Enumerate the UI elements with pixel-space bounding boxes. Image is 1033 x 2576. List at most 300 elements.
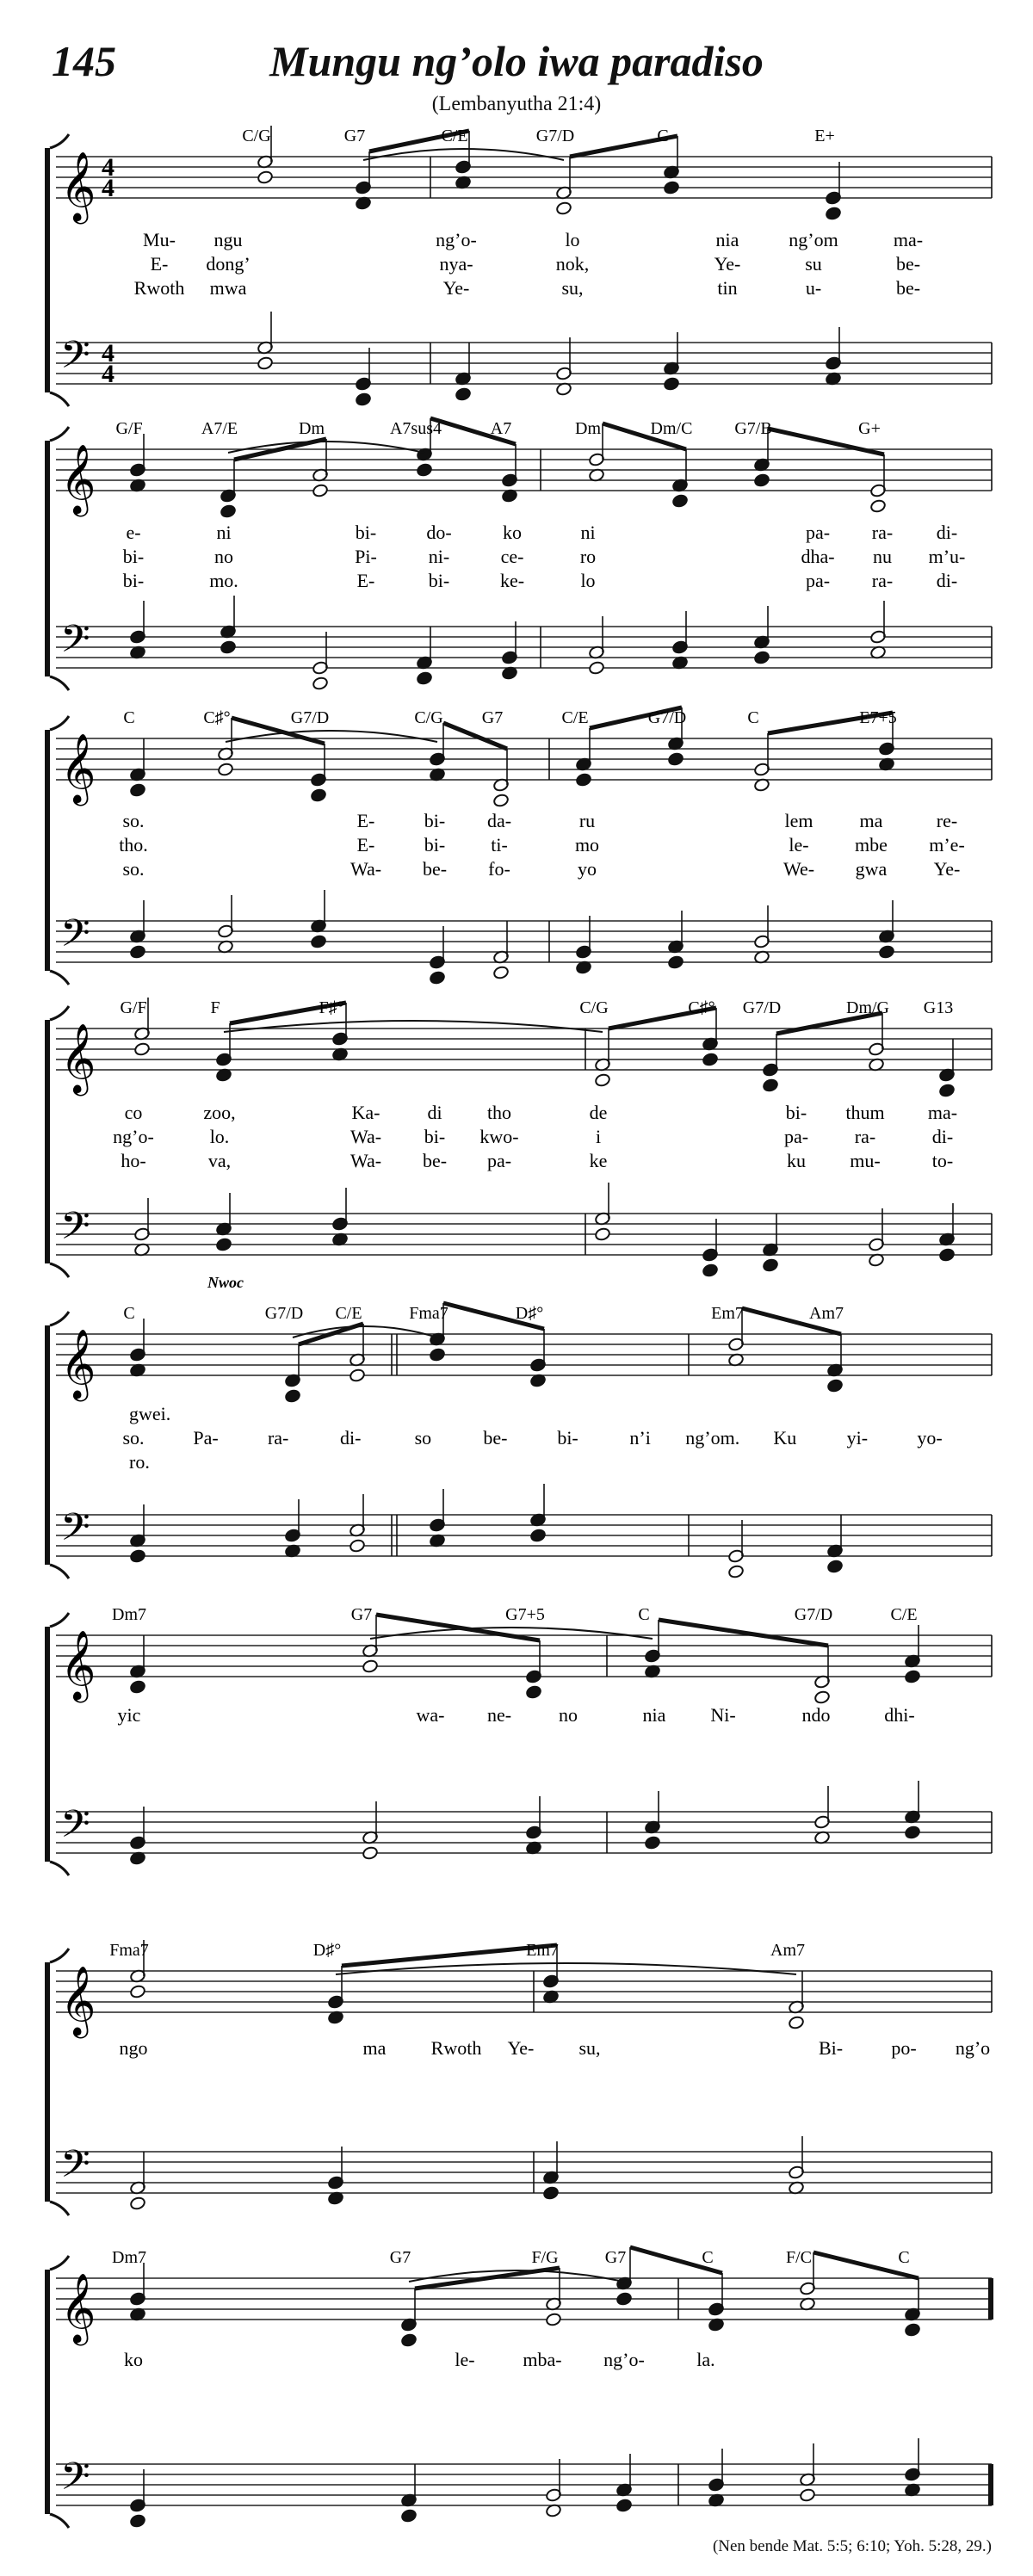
lyric-syllable: ma- — [893, 229, 924, 250]
treble-note-lower — [349, 1368, 365, 1383]
bass-note-lower — [355, 392, 371, 407]
lyric-syllable: lo — [580, 570, 596, 591]
lyric-syllable: so. — [122, 1427, 145, 1449]
bass-note-lower — [129, 1549, 145, 1564]
bass-note-lower — [663, 377, 679, 392]
lyric-syllable: bi- — [355, 522, 377, 543]
chord-symbol: E7+5 — [859, 708, 897, 727]
lyric-syllable: ke — [589, 1150, 608, 1171]
chord-symbol: C — [657, 127, 669, 145]
chord-symbol: Fma7 — [109, 1941, 149, 1960]
bass-note-lower — [492, 966, 509, 980]
bass-note-lower — [727, 1565, 744, 1579]
bass-note-lower — [362, 1846, 378, 1861]
lyric-syllable: le- — [789, 834, 809, 856]
chord-symbol: Em7 — [711, 1304, 744, 1323]
bracket-top-hook — [50, 716, 69, 730]
lyric-syllable: bi- — [424, 834, 446, 856]
lyric-syllable: yo- — [917, 1427, 943, 1449]
bracket-bottom-hook — [50, 1263, 69, 1277]
treble-clef: 𝄞 — [60, 1633, 96, 1699]
lyric-syllable: n’i — [629, 1427, 651, 1449]
chord-symbol: C/E — [561, 708, 589, 727]
treble-note-lower — [904, 1670, 920, 1684]
lyric-syllable: su, — [578, 2037, 601, 2059]
lyric-syllable: m’e- — [929, 834, 965, 856]
treble-note-lower — [492, 794, 509, 808]
chord-symbol: G7 — [481, 708, 504, 727]
lyric-syllable: ne- — [486, 1704, 512, 1726]
lyric-syllable: pa- — [805, 522, 831, 543]
treble-note-lower — [753, 473, 770, 488]
treble-clef: 𝄞 — [60, 736, 96, 802]
slur — [293, 1326, 437, 1337]
bass-note-lower — [938, 1248, 955, 1263]
bass-note-lower — [826, 1560, 843, 1574]
chord-symbol: C/E — [890, 1605, 918, 1624]
lyric-syllable: Ka- — [351, 1102, 380, 1123]
treble-note-lower — [813, 1690, 830, 1705]
treble-note-lower — [788, 2016, 804, 2030]
lyric-syllable: i — [595, 1126, 602, 1147]
lyric-syllable: Ni- — [710, 1704, 736, 1726]
chord-symbol: C/G — [242, 127, 271, 145]
lyric-syllable: ng’om — [789, 229, 838, 250]
lyric-syllable: Ye- — [714, 253, 741, 275]
bass-note-lower — [904, 1825, 920, 1840]
bass-note-lower — [702, 1263, 718, 1278]
chord-symbol: G7 — [350, 1605, 373, 1624]
treble-note-lower — [217, 763, 233, 777]
lyric-syllable: va, — [207, 1150, 232, 1171]
bass-note-lower — [312, 676, 328, 691]
bass-note-lower — [529, 1529, 546, 1543]
lyric-syllable: le- — [455, 2349, 475, 2370]
chord-symbol: G7+5 — [505, 1605, 545, 1624]
lyric-syllable: Wa- — [349, 1150, 382, 1171]
lyric-syllable: E- — [150, 253, 169, 275]
lyric-syllable: Rwoth — [430, 2037, 482, 2059]
lyric-syllable: ra- — [871, 522, 894, 543]
treble-clef: 𝄞 — [60, 447, 96, 513]
lyric-syllable: mo — [574, 834, 600, 856]
treble-note-lower — [310, 788, 326, 803]
lyric-syllable: yo — [578, 858, 597, 880]
lyric-syllable: ku — [787, 1150, 806, 1171]
lyric-syllable: fo- — [488, 858, 510, 880]
bass-note-lower — [129, 945, 145, 960]
lyric-syllable: ng’om. — [685, 1427, 740, 1449]
chord-symbol: C/E — [441, 127, 468, 145]
bass-note-lower — [588, 661, 604, 676]
lyric-syllable: nia — [642, 1704, 666, 1726]
treble-note-lower — [400, 2333, 417, 2348]
lyric-syllable: pa- — [805, 570, 831, 591]
system-bracket — [45, 1020, 50, 1263]
bracket-bottom-hook — [50, 392, 69, 406]
lyric-syllable: la. — [696, 2349, 715, 2370]
lyric-syllable: no — [559, 1704, 578, 1726]
lyric-syllable: ma — [859, 810, 883, 831]
chord-symbol: C — [638, 1605, 650, 1624]
chord-symbol: A7/E — [201, 419, 238, 438]
lyric-syllable: so. — [122, 858, 145, 880]
bass-clef: 𝄢 — [60, 1506, 90, 1558]
chord-symbol: G7/D — [290, 708, 330, 727]
chord-symbol: A7 — [490, 419, 512, 438]
chord-symbol: Dm — [299, 419, 325, 438]
treble-note-lower — [129, 783, 145, 798]
bracket-top-hook — [50, 1949, 69, 1962]
chord-symbol: G7 — [604, 2248, 627, 2267]
lyric-syllable: ra- — [871, 570, 894, 591]
treble-note-lower — [615, 2292, 632, 2307]
chord-symbol: C♯° — [203, 708, 231, 727]
bass-note-lower — [129, 2196, 145, 2211]
lyric-syllable: ko — [124, 2349, 143, 2370]
bass-clef: 𝄢 — [60, 2456, 90, 2507]
lyric-syllable: dong’ — [206, 253, 251, 275]
lyric-syllable: Ye- — [442, 277, 470, 299]
lyric-syllable: be- — [895, 253, 921, 275]
lyric-syllable: Bi- — [818, 2037, 844, 2059]
treble-note-lower — [938, 1084, 955, 1098]
chord-symbol: G7/D — [264, 1304, 304, 1323]
lyric-syllable: u- — [805, 277, 822, 299]
bracket-top-hook — [50, 427, 69, 441]
lyric-syllable: de — [589, 1102, 608, 1123]
lyric-syllable: ng’o — [955, 2037, 991, 2059]
treble-clef: 𝄞 — [60, 1968, 96, 2035]
bracket-top-hook — [50, 134, 69, 148]
chord-symbol: C/G — [579, 998, 609, 1017]
chord-symbol: Dm — [575, 419, 601, 438]
lyric-syllable: ko — [503, 522, 522, 543]
bracket-bottom-hook — [50, 971, 69, 985]
lyric-syllable: be- — [483, 1427, 508, 1449]
chord-symbol: F — [210, 998, 220, 1017]
lyric-syllable: be- — [422, 1150, 448, 1171]
lyric-syllable: ke- — [499, 570, 525, 591]
lyric-syllable: gwa — [855, 858, 888, 880]
lyric-syllable: di- — [936, 570, 958, 591]
lyric-syllable: ho- — [121, 1150, 146, 1171]
lyric-syllable: m’u- — [928, 546, 966, 567]
lyric-syllable: ng’o- — [113, 1126, 154, 1147]
treble-note-lower — [133, 1042, 150, 1057]
lyric-syllable: ro — [579, 546, 597, 567]
bass-note-lower — [753, 651, 770, 665]
final-barline — [988, 2464, 993, 2505]
chord-symbol: Am7 — [809, 1304, 844, 1323]
bass-note-lower — [667, 955, 684, 970]
treble-note-lower — [555, 201, 572, 216]
lyric-syllable: po- — [891, 2037, 917, 2059]
lyric-syllable: di — [427, 1102, 442, 1123]
bass-note-lower — [542, 2186, 559, 2201]
lyric-syllable: Wa- — [349, 858, 382, 880]
treble-note-lower — [702, 1053, 718, 1067]
bracket-top-hook — [50, 1613, 69, 1627]
bass-note-lower — [455, 387, 471, 402]
lyric-syllable: be- — [422, 858, 448, 880]
treble-clef: 𝄞 — [60, 2276, 96, 2342]
lyric-syllable: dha- — [801, 546, 835, 567]
lyric-syllable: di- — [936, 522, 958, 543]
treble-note-lower — [129, 1680, 145, 1695]
bass-note-lower — [310, 935, 326, 949]
slur — [363, 149, 564, 160]
lyric-syllable: gwei. — [129, 1403, 171, 1424]
bracket-bottom-hook — [50, 2514, 69, 2528]
lyric-syllable: yic — [117, 1704, 141, 1726]
bracket-bottom-hook — [50, 2202, 69, 2215]
chord-symbol: C — [702, 2248, 714, 2267]
lyric-syllable: We- — [782, 858, 815, 880]
footnote-references: (Nen bende Mat. 5:5; 6:10; Yoh. 5:28, 29.) — [712, 2537, 992, 2555]
time-signature: 4 — [102, 360, 114, 388]
bass-note-lower — [400, 2509, 417, 2523]
lyric-syllable: Wa- — [349, 1126, 382, 1147]
lyric-syllable: so. — [122, 810, 145, 831]
chord-symbol: D♯° — [515, 1304, 544, 1323]
lyric-syllable: E- — [356, 570, 375, 591]
lyric-syllable: tho. — [119, 834, 148, 856]
treble-note-lower — [525, 1685, 541, 1700]
final-barline — [988, 2278, 993, 2320]
system-bracket — [45, 2270, 50, 2514]
system-bracket — [45, 1962, 50, 2202]
lyric-syllable: Rwoth — [133, 277, 185, 299]
treble-note-lower — [312, 484, 328, 498]
system-bracket — [45, 441, 50, 676]
treble-note-lower — [429, 1348, 445, 1362]
lyric-syllable: ng’o- — [436, 229, 477, 250]
lyric-syllable: e- — [126, 522, 141, 543]
lyric-syllable: su — [805, 253, 822, 275]
chord-symbol: Em7 — [526, 1941, 559, 1960]
scripture-reference: (Lembanyutha 21:4) — [431, 93, 602, 115]
chord-symbol: F♯° — [319, 998, 344, 1017]
chord-symbol: Fma7 — [409, 1304, 448, 1323]
lyric-syllable: nu — [873, 546, 892, 567]
chord-symbol: F/G — [531, 2248, 559, 2267]
lyric-syllable: thum — [845, 1102, 885, 1123]
bracket-bottom-hook — [50, 676, 69, 690]
lyric-syllable: tin — [717, 277, 738, 299]
slur — [226, 731, 437, 742]
hymn-number: 145 — [52, 37, 116, 85]
lyric-syllable: su, — [561, 277, 584, 299]
treble-note-lower — [129, 1985, 145, 1999]
lyric-syllable: no — [214, 546, 233, 567]
treble-clef: 𝄞 — [60, 1026, 96, 1092]
lyric-syllable: zoo, — [203, 1102, 236, 1123]
lyric-syllable: Ye- — [933, 858, 961, 880]
lyric-syllable: bi- — [428, 570, 450, 591]
lyric-syllable: kwo- — [479, 1126, 519, 1147]
treble-note-lower — [663, 181, 679, 195]
chord-symbol: Dm/C — [650, 419, 693, 438]
bass-note-lower — [799, 2488, 815, 2503]
system-bracket — [45, 1325, 50, 1565]
lyric-syllable: pa- — [783, 1126, 809, 1147]
lyric-syllable: Pa- — [193, 1427, 219, 1449]
bass-note-lower — [429, 971, 445, 985]
treble-note-lower — [825, 207, 841, 221]
chord-symbol: C/E — [335, 1304, 362, 1323]
lyric-syllable: da- — [486, 810, 512, 831]
treble-note-lower — [667, 752, 684, 767]
lyric-syllable: ra- — [267, 1427, 289, 1449]
lyric-syllable: ce- — [500, 546, 524, 567]
bracket-top-hook — [50, 1312, 69, 1325]
treble-note-lower — [257, 170, 273, 185]
lyric-syllable: bi- — [557, 1427, 578, 1449]
lyric-syllable: Ku — [773, 1427, 797, 1449]
treble-note-lower — [362, 1659, 378, 1674]
bass-note-lower — [220, 640, 236, 655]
treble-clef: 𝄞 — [60, 154, 96, 220]
lyric-syllable: mwa — [209, 277, 247, 299]
chord-symbol: G/F — [120, 998, 147, 1017]
chord-symbol: C — [898, 2248, 910, 2267]
bass-note-lower — [215, 1238, 232, 1252]
system-bracket — [45, 1627, 50, 1862]
lyric-syllable: E- — [356, 810, 375, 831]
chord-symbol: D♯° — [312, 1941, 342, 1960]
lyric-syllable: E- — [356, 834, 375, 856]
chord-symbol: C/G — [414, 708, 443, 727]
lyric-syllable: nia — [715, 229, 739, 250]
chord-symbol: G7/D — [794, 1605, 833, 1624]
chord-symbol: C — [123, 708, 135, 727]
lyric-syllable: ti- — [491, 834, 508, 856]
treble-note-lower — [416, 463, 432, 478]
chord-symbol: C — [747, 708, 759, 727]
beam — [342, 1945, 557, 1966]
lyric-syllable: Pi- — [355, 546, 377, 567]
lyric-syllable: be- — [895, 277, 921, 299]
bass-note-lower — [615, 2499, 632, 2513]
lyric-syllable: re- — [936, 810, 958, 831]
time-signature: 4 — [102, 153, 114, 182]
treble-note-lower — [575, 773, 591, 788]
lyric-syllable: dhi- — [884, 1704, 915, 1726]
chord-symbol: G/F — [115, 419, 143, 438]
lyric-syllable: nya- — [439, 253, 473, 275]
lyric-syllable: yi- — [846, 1427, 869, 1449]
bass-note-lower — [762, 1258, 778, 1273]
bass-note-lower — [349, 1539, 365, 1554]
bass-note-lower — [644, 1836, 660, 1850]
bracket-top-hook — [50, 2256, 69, 2270]
chord-symbol: G7 — [389, 2248, 411, 2267]
lyric-syllable: ndo — [801, 1704, 831, 1726]
lyric-syllable: wa- — [416, 1704, 445, 1726]
lyric-syllable: ma- — [927, 1102, 958, 1123]
bass-note-lower — [878, 945, 894, 960]
lyric-syllable: bi- — [424, 810, 446, 831]
lyric-syllable: lem — [784, 810, 813, 831]
lyric-syllable: so — [414, 1427, 432, 1449]
treble-note-lower — [826, 1379, 843, 1393]
lyric-syllable: ni — [580, 522, 596, 543]
chord-symbol: G7/D — [535, 127, 575, 145]
bracket-top-hook — [50, 1006, 69, 1020]
bass-clef: 𝄢 — [60, 334, 90, 386]
lyric-syllable: ru — [578, 810, 596, 831]
slur — [224, 1021, 603, 1032]
lyric-syllable: ng’o- — [603, 2349, 645, 2370]
lyric-syllable: ma — [362, 2037, 387, 2059]
lyric-syllable: ni — [216, 522, 232, 543]
lyric-syllable: bi- — [424, 1126, 446, 1147]
lyric-syllable: pa- — [486, 1150, 512, 1171]
bass-clef: 𝄢 — [60, 2143, 90, 2195]
treble-note-lower — [220, 504, 236, 519]
lyric-syllable: ro. — [129, 1451, 150, 1473]
lyric-syllable: mbe — [855, 834, 888, 856]
lyric-syllable: di- — [931, 1126, 954, 1147]
bass-clef: 𝄢 — [60, 618, 90, 670]
lyric-syllable: bi- — [785, 1102, 807, 1123]
treble-clef: 𝄞 — [60, 1331, 96, 1398]
chord-symbol: G13 — [923, 998, 954, 1017]
treble-note-lower — [762, 1078, 778, 1093]
lyric-syllable: bi- — [122, 570, 145, 591]
chord-symbol: G7/B — [734, 419, 772, 438]
bass-clef: 𝄢 — [60, 1205, 90, 1257]
bass-clef: 𝄢 — [60, 912, 90, 964]
lyric-syllable: ra- — [854, 1126, 876, 1147]
chord-symbol: F/C — [785, 2248, 813, 2267]
lyric-syllable: lo — [565, 229, 580, 250]
treble-note-lower — [869, 499, 886, 514]
bass-note-lower — [257, 356, 273, 371]
hymn-title: Mungu ng’olo iwa paradiso — [269, 37, 764, 85]
lyric-syllable: tho — [486, 1102, 512, 1123]
lyric-syllable: mo. — [209, 570, 238, 591]
chord-symbol: G7/D — [742, 998, 782, 1017]
chord-symbol: Am7 — [770, 1941, 805, 1960]
chord-symbol: Dm7 — [112, 2248, 146, 2267]
bass-note-lower — [129, 2514, 145, 2529]
treble-note-lower — [594, 1073, 610, 1088]
lyric-syllable: co — [124, 1102, 143, 1123]
lyric-syllable: ngo — [119, 2037, 148, 2059]
bass-note-lower — [594, 1227, 610, 1242]
lyric-syllable: di- — [340, 1427, 362, 1449]
lyric-syllable: mba- — [523, 2349, 562, 2370]
system-bracket — [45, 148, 50, 392]
bass-note-lower — [416, 671, 432, 686]
chord-symbol: G7/D — [647, 708, 687, 727]
chord-symbol: G+ — [858, 419, 881, 438]
time-signature: 4 — [102, 174, 114, 202]
lyric-syllable: do- — [426, 522, 452, 543]
treble-note-lower — [545, 2313, 561, 2327]
lyric-syllable: ni- — [428, 546, 450, 567]
chord-symbol: Dm/G — [846, 998, 889, 1017]
tempo-marking: Nwoc — [207, 1274, 244, 1291]
bracket-bottom-hook — [50, 1565, 69, 1578]
lyric-syllable: ngu — [213, 229, 243, 250]
lyric-syllable: to- — [931, 1150, 954, 1171]
chord-symbol: G7 — [343, 127, 366, 145]
treble-note-lower — [284, 1389, 300, 1404]
time-signature: 4 — [102, 339, 114, 368]
